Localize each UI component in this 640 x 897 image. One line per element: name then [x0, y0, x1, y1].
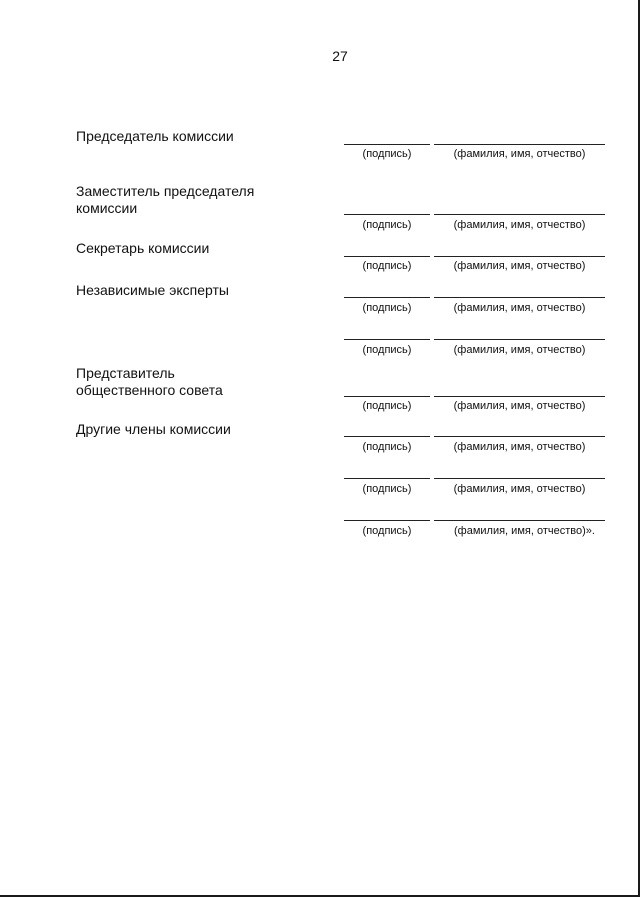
signature-caption: (подпись) — [362, 302, 412, 314]
name-line — [434, 339, 605, 340]
signature-line — [344, 144, 430, 145]
signature-caption: (подпись) — [362, 525, 412, 537]
role-deputy-chairman: Заместитель председателя комиссии — [76, 183, 255, 216]
signature-caption: (подпись) — [362, 400, 412, 412]
name-caption: (фамилия, имя, отчество) — [453, 483, 586, 495]
signature-line — [344, 478, 430, 479]
name-line — [434, 436, 605, 437]
signature-caption: (подпись) — [362, 483, 412, 495]
name-line — [434, 297, 605, 298]
name-caption: (фамилия, имя, отчество) — [453, 344, 586, 356]
name-line — [434, 396, 605, 397]
name-caption: (фамилия, имя, отчество) — [453, 219, 586, 231]
signature-line — [344, 214, 430, 215]
signature-line — [344, 297, 430, 298]
role-secretary: Секретарь комиссии — [76, 240, 210, 256]
name-line — [434, 144, 605, 145]
signature-line — [344, 436, 430, 437]
signature-line — [344, 256, 430, 257]
name-caption: (фамилия, имя, отчество) — [453, 441, 586, 453]
name-caption: (фамилия, имя, отчество) — [453, 260, 586, 272]
role-chairman: Председатель комиссии — [76, 128, 234, 144]
signature-caption: (подпись) — [362, 260, 412, 272]
signature-caption: (подпись) — [362, 148, 412, 160]
signature-caption: (подпись) — [362, 441, 412, 453]
signature-caption: (подпись) — [362, 344, 412, 356]
role-independent-experts: Независимые эксперты — [76, 282, 229, 298]
signature-line — [344, 396, 430, 397]
name-line — [434, 478, 605, 479]
page-number: 27 — [332, 48, 348, 64]
name-line — [434, 256, 605, 257]
name-line — [434, 520, 605, 521]
role-other-members: Другие члены комиссии — [76, 421, 231, 437]
signature-caption: (подпись) — [362, 219, 412, 231]
name-line — [434, 214, 605, 215]
role-public-council-representative: Представитель общественного совета — [76, 365, 223, 398]
name-caption: (фамилия, имя, отчество) — [453, 400, 586, 412]
signature-line — [344, 520, 430, 521]
name-caption: (фамилия, имя, отчество) — [453, 302, 586, 314]
signature-line — [344, 339, 430, 340]
name-caption: (фамилия, имя, отчество) — [453, 148, 586, 160]
name-caption-final: (фамилия, имя, отчество)». — [454, 525, 595, 537]
